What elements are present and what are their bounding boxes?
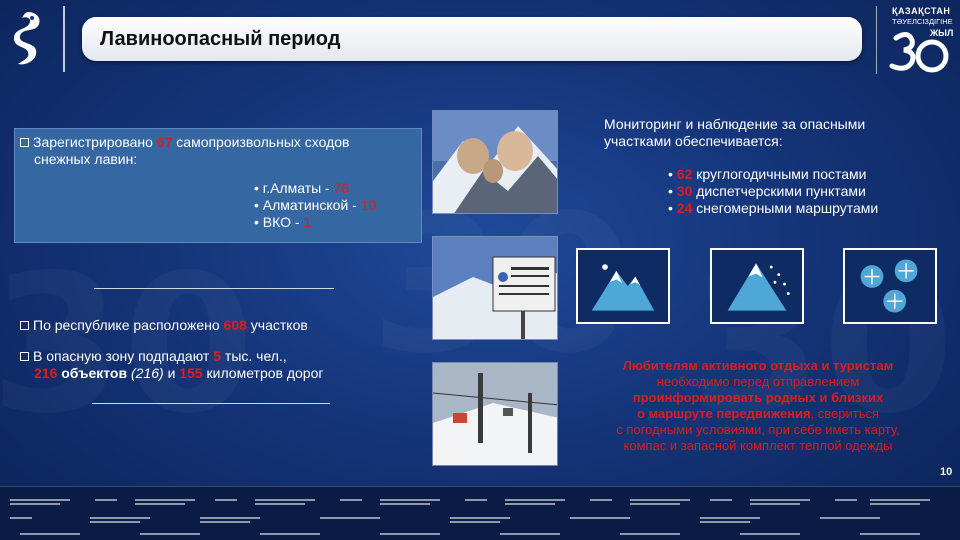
- registered-line2: снежных лавин:: [34, 151, 138, 167]
- monitoring-bullet-posts: • 62 круглогодичными постами: [668, 166, 867, 182]
- avalanche-photo: [432, 110, 558, 214]
- cable-car-photo: [432, 362, 558, 466]
- checkbox-bullet-icon: [20, 321, 29, 330]
- emblem-icon: [8, 8, 48, 70]
- header-divider: [63, 6, 65, 72]
- registered-count: 67: [156, 134, 173, 150]
- mountain-snow-icon-box: [576, 248, 670, 324]
- snowflakes-icon: [845, 250, 935, 322]
- advice-line3: проинформировать родных и близких: [632, 390, 884, 405]
- footer-strip: [0, 486, 960, 540]
- avalanche-warning-sign-photo: [432, 236, 558, 340]
- page-title: Лавиноопасный период: [100, 28, 341, 50]
- registered-prefix: Зарегистрировано: [33, 134, 153, 150]
- monitoring-bullet-points: • 30 диспетчерскими пунктами: [668, 183, 866, 199]
- header-divider-right: [876, 6, 877, 74]
- logo-line3: ЖЫЛ: [930, 28, 954, 38]
- independence-logo: [886, 4, 956, 76]
- region-item-vko: • ВКО - 1: [254, 214, 312, 230]
- registered-suffix: самопроизвольных сходов: [176, 134, 350, 150]
- separator-line: [92, 403, 330, 404]
- danger-line2: 216 объектов (216) и 155 километров дорог: [34, 365, 324, 381]
- snowflakes-icon-box: [843, 248, 937, 324]
- roads-count: 155: [179, 365, 203, 381]
- advice-line6: компас и запасной комплект теплой одежды: [623, 438, 893, 453]
- page-number: 10: [940, 466, 953, 478]
- advice-line2: необходимо перед отправлением: [656, 374, 860, 389]
- monitoring-line1: Мониторинг и наблюдение за опасными: [604, 116, 866, 132]
- mountain-snow-icon: [578, 250, 668, 322]
- people-count: 5: [213, 348, 222, 364]
- objects-count: 216: [34, 365, 58, 381]
- separator-line: [94, 288, 334, 289]
- mountain-snowfall-icon: [712, 250, 802, 322]
- registered-line1: [20, 134, 420, 151]
- advice-line1: Любителям активного отдыха и туристам: [622, 358, 894, 373]
- footer-pattern: [0, 487, 960, 540]
- title-bar: [82, 17, 862, 61]
- advice-line5: с погодными условиями, при себе иметь карту,: [616, 422, 900, 437]
- logo-line1: ҚАЗАҚСТАН: [892, 6, 951, 16]
- monitoring-line2: участками обеспечивается:: [604, 133, 783, 149]
- checkbox-bullet-icon: [20, 138, 29, 147]
- background-watermark: [0, 250, 254, 440]
- region-item-almaty-region: • Алматинской - 10: [254, 197, 377, 213]
- mountain-snowfall-icon-box: [710, 248, 804, 324]
- region-item-almaty: • г.Алматы - 76: [254, 180, 350, 196]
- logo-line2: ТӘУЕЛСІЗДІГІНЕ: [892, 17, 953, 26]
- sites-count: 608: [223, 317, 247, 333]
- advice-text: [566, 358, 950, 454]
- sites-line: По республике расположено 608 участков: [20, 317, 308, 334]
- checkbox-bullet-icon: [20, 352, 29, 361]
- monitoring-bullet-routes: • 24 снегомерными маршрутами: [668, 200, 879, 216]
- logo-30-icon: [886, 4, 956, 76]
- danger-line1: В опасную зону подпадают 5 тыс. чел.,: [20, 348, 287, 365]
- advice-line4: о маршруте передвижения, свериться: [636, 406, 880, 421]
